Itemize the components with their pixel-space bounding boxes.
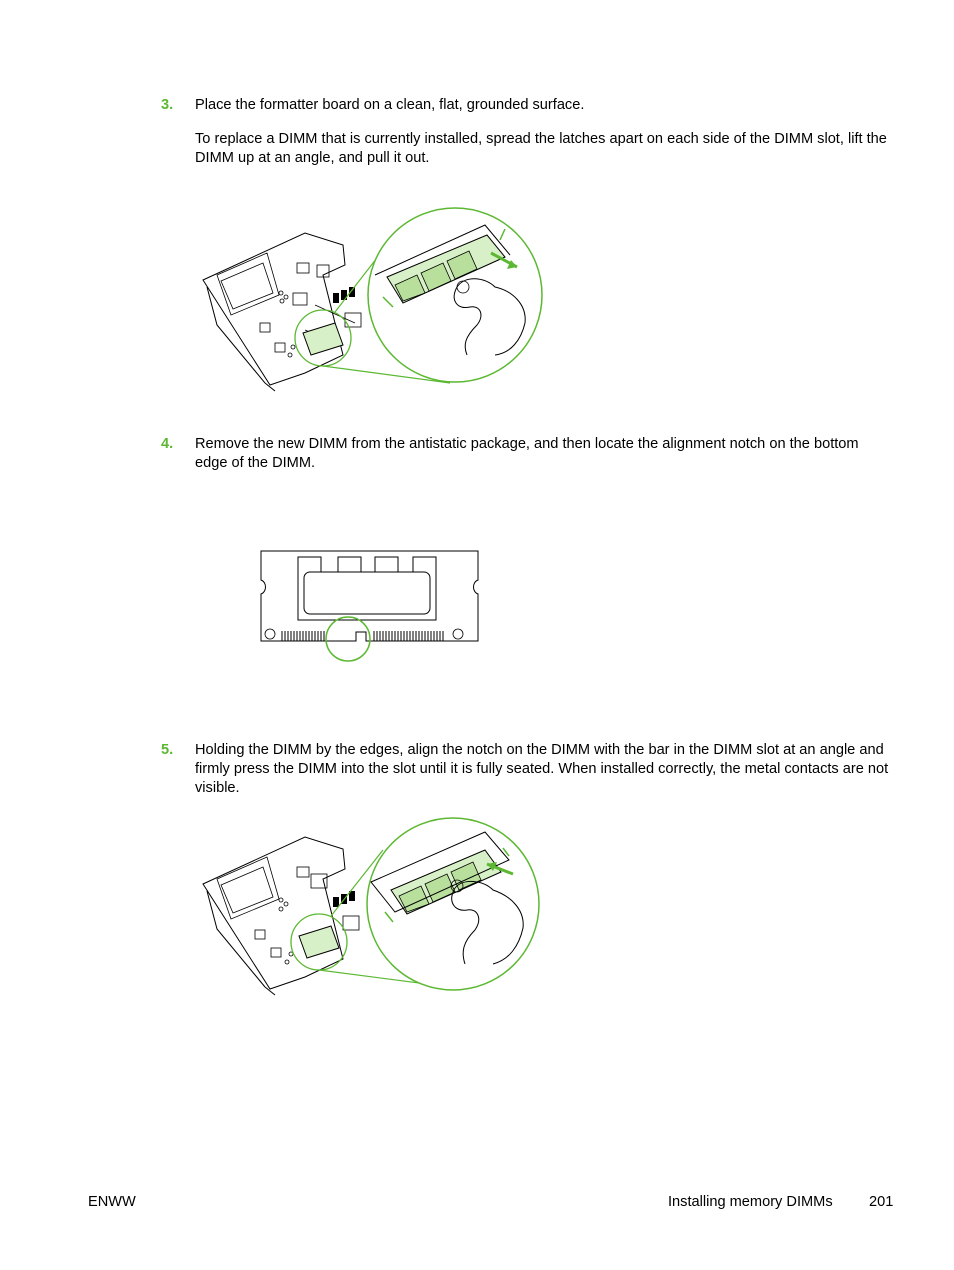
figure-remove-dimm (195, 205, 547, 395)
step-text: Holding the DIMM by the edges, align the notch on the DIMM with the bar in the DIMM slot at an angle and firmly press the DIMM into the slot until it is fully seated. When installed correctly, the metal contacts are not visible. (195, 742, 889, 796)
formatter-board (203, 837, 359, 995)
step-text: Place the formatter board on a clean, flat, grounded surface. (195, 97, 585, 113)
step-4 (161, 435, 891, 473)
notch-callout (326, 617, 370, 661)
figure-dimm-notch (258, 548, 482, 664)
footer-section-title: Installing memory DIMMs (668, 1194, 833, 1210)
formatter-board (203, 233, 361, 391)
step-text: To replace a DIMM that is currently installed, spread the latches apart on each side of the DIMM slot, lift the DIMM up at an angle, and pull it out. (195, 131, 887, 166)
step-number: 4. (161, 436, 174, 452)
step-number: 3. (161, 97, 174, 113)
detail-callout-large (368, 208, 542, 382)
step-number: 5. (161, 742, 174, 758)
step-3 (161, 96, 891, 168)
page-number: 201 (869, 1194, 894, 1210)
footer-left: ENWW (88, 1194, 136, 1210)
dimm-module (261, 551, 478, 641)
figure-install-dimm (195, 812, 545, 997)
step-5 (161, 741, 891, 798)
step-text: Remove the new DIMM from the antistatic package, and then locate the alignment notch on the bottom edge of the DIMM. (195, 436, 859, 471)
